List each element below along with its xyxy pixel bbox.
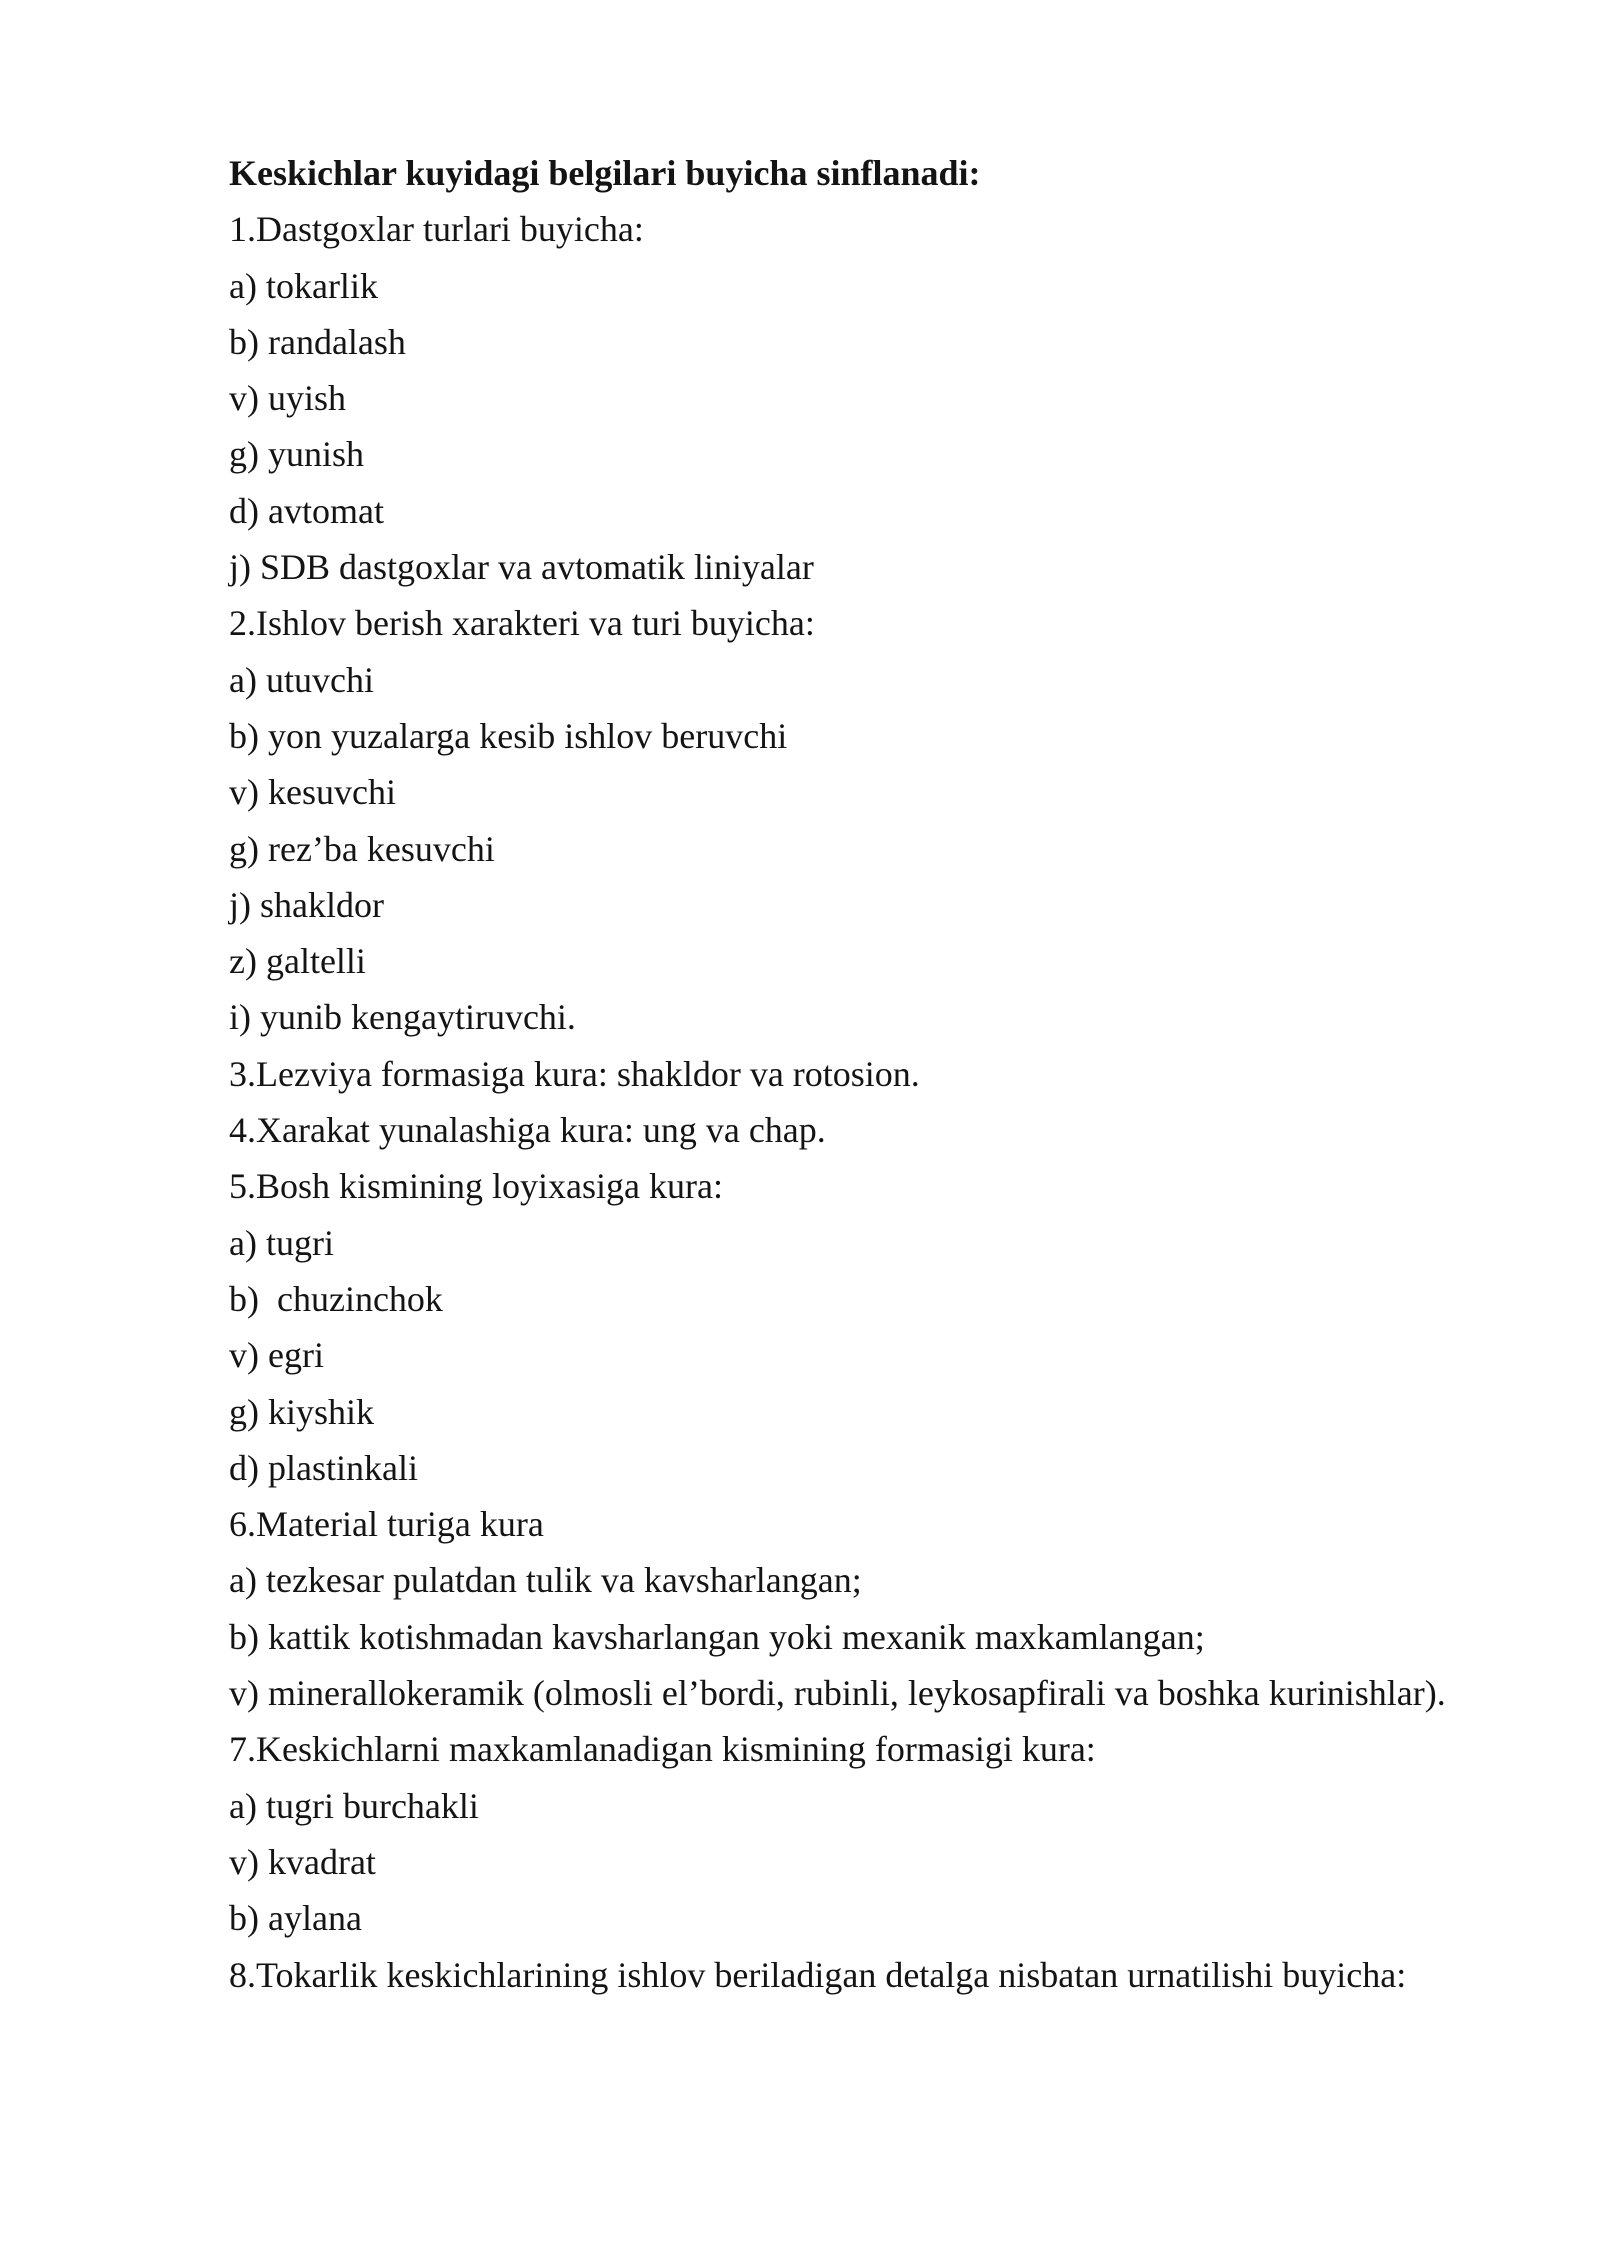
list-item-2: 2.Ishlov berish xarakteri va turi buyicha: [229,603,815,644]
section-heading: Keskichlar kuyidagi belgilari buyicha sinflanadi: [229,153,981,193]
list-item-2z: z) galtelli [229,941,366,982]
list-item-1: 1.Dastgoxlar turlari buyicha: [229,209,644,250]
list-item-6v: v) minerallokeramik (olmosli el’bordi, rubinli, leykosapfirali va boshka kurinishlar). [229,1673,1446,1714]
list-item-2i: i) yunib kengaytiruvchi. [229,997,576,1038]
list-item-2j: j) shakldor [229,884,384,925]
list-item-6: 6.Material turiga kura [229,1504,544,1545]
list-item-5v: v) egri [229,1335,324,1376]
list-item-5: 5.Bosh kismining loyixasiga kura: [229,1166,723,1207]
list-item-7b: b) aylana [229,1898,362,1939]
list-item-6a: a) tezkesar pulatdan tulik va kavsharlangan; [229,1560,862,1601]
list-item-1d: d) avtomat [229,490,384,531]
document-body [153,145,1448,2003]
list-item-6b: b) kattik kotishmadan kavsharlangan yoki mexanik maxkamlangan; [229,1616,1205,1657]
list-item-2a: a) utuvchi [229,659,374,700]
list-item-1j: j) SDB dastgoxlar va avtomatik liniyalar [229,547,814,588]
list-item-7v: v) kvadrat [229,1841,376,1882]
list-item-5b: b) chuzinchok [229,1278,443,1319]
list-item-1g: g) yunish [229,434,364,475]
list-item-4: 4.Xarakat yunalashiga kura: ung va chap. [229,1110,826,1151]
list-item-1b: b) randalash [229,321,406,362]
list-item-2b: b) yon yuzalarga kesib ishlov beruvchi [229,715,788,756]
list-item-1v: v) uyish [229,378,346,419]
list-item-7: 7.Keskichlarni maxkamlanadigan kismining formasigi kura: [229,1729,1096,1770]
list-item-5d: d) plastinkali [229,1447,418,1488]
list-item-3: 3.Lezviya formasiga kura: shakldor va rotosion. [229,1053,920,1094]
list-item-5g: g) kiyshik [229,1391,375,1432]
list-item-8: 8.Tokarlik keskichlarining ishlov beriladigan detalga nisbatan urnatilishi buyicha: [229,1954,1407,1995]
list-item-2v: v) kesuvchi [229,772,396,813]
list-item-5a: a) tugri [229,1222,334,1263]
list-item-1a: a) tokarlik [229,265,378,306]
list-item-2g: g) rez’ba kesuvchi [229,828,495,869]
list-item-7a: a) tugri burchakli [229,1785,479,1826]
